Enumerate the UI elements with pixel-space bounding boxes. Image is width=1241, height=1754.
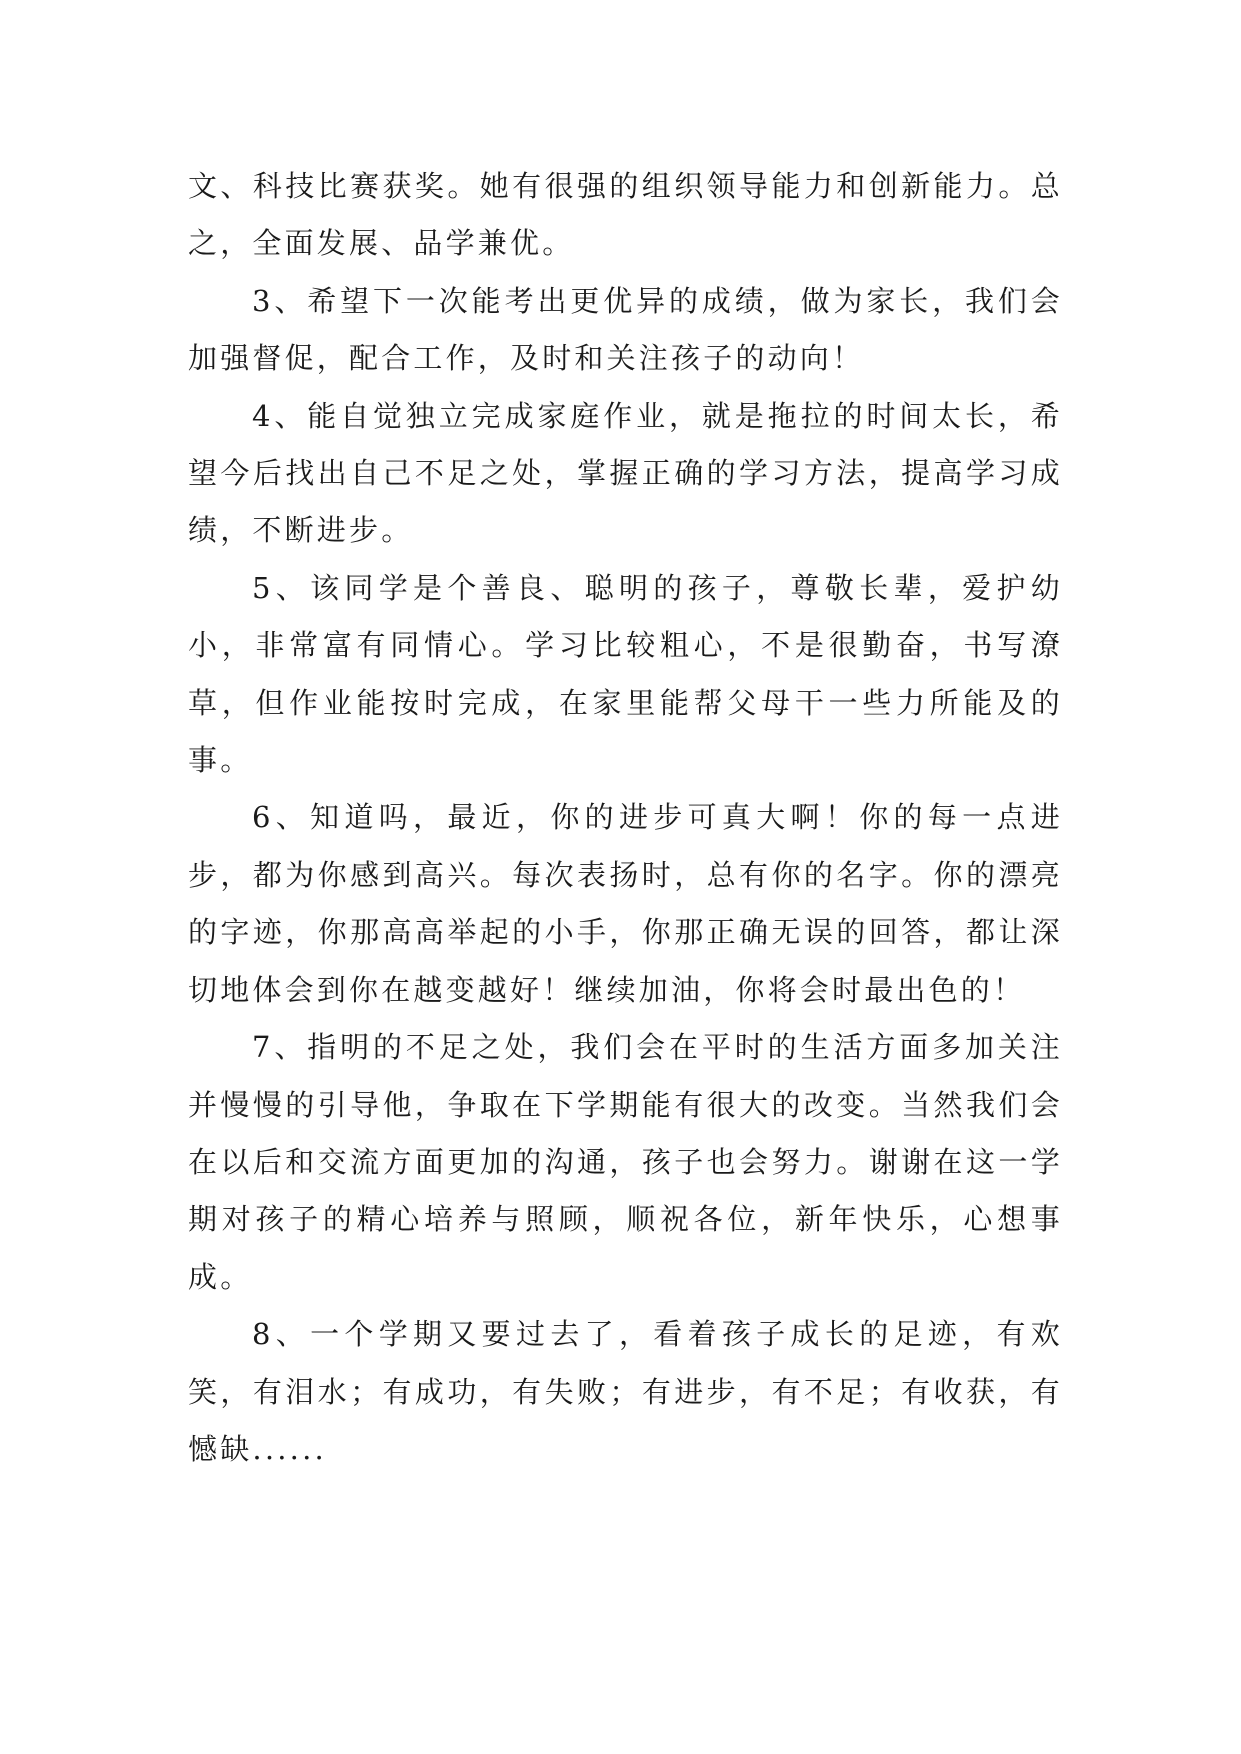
paragraph-item-7: 7、指明的不足之处，我们会在平时的生活方面多加关注并慢慢的引导他，争取在下学期能有很大的改变。当然我们会在以后和交流方面更加的沟通，孩子也会努力。谢谢在这一学期对孩子的精心培养与照顾，顺祝各位，新年快乐，心想事成。 (188, 1030, 1063, 1294)
paragraph-item-5: 5、该同学是个善良、聪明的孩子，尊敬长辈，爱护幼小，非常富有同情心。学习比较粗心，不是很勤奋，书写潦草，但作业能按时完成，在家里能帮父母干一些力所能及的事。 (188, 570, 1063, 778)
paragraph-item-3: 3、希望下一次能考出更优异的成绩，做为家长，我们会加强督促，配合工作，及时和关注孩子的动向！ (188, 283, 1063, 376)
paragraph-item-4: 4、能自觉独立完成家庭作业，就是拖拉的时间太长，希望今后找出自己不足之处，掌握正确的学习方法，提高学习成绩，不断进步。 (188, 398, 1063, 548)
paragraph-item-8: 8、一个学期又要过去了，看着孩子成长的足迹，有欢笑，有泪水；有成功，有失败；有进步，有不足；有收获，有憾缺...... (188, 1317, 1063, 1466)
document-body (188, 158, 1063, 1478)
paragraph-continued-intro: 文、科技比赛获奖。她有很强的组织领导能力和创新能力。总之，全面发展、品学兼优。 (188, 169, 1063, 261)
paragraph-item-6: 6、知道吗，最近，你的进步可真大啊！你的每一点进步，都为你感到高兴。每次表扬时，总有你的名字。你的漂亮的字迹，你那高高举起的小手，你那正确无误的回答，都让深切地体会到你在越变越好！继续加油，你将会时最出色的！ (188, 800, 1063, 1007)
